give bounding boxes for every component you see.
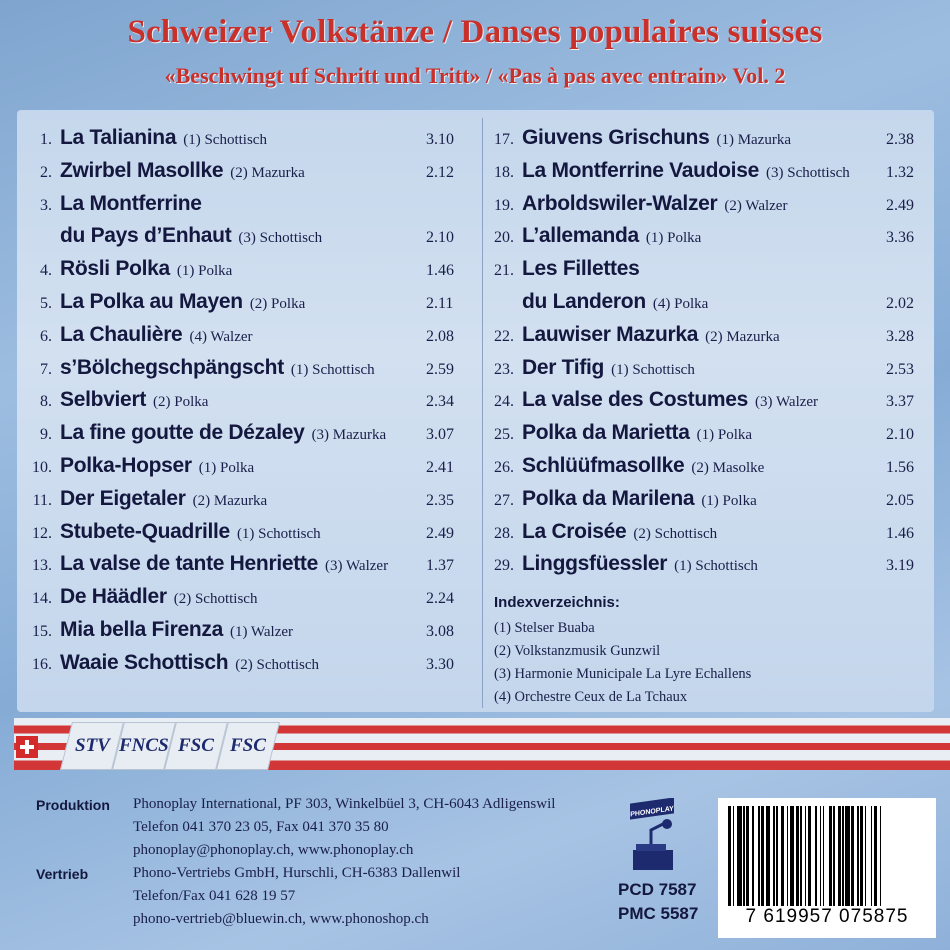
track-info: (2) Mazurka	[192, 492, 268, 509]
track-info: (1) Polka	[696, 427, 753, 444]
track-number: 5.	[40, 295, 52, 312]
track-number: 3.	[40, 196, 52, 214]
track-row	[22, 356, 375, 388]
track-number: 7.	[40, 360, 52, 378]
track-info: (3) Schottisch	[765, 164, 850, 181]
track-info: (1) Polka	[645, 230, 702, 247]
track-number: 12.	[32, 524, 52, 542]
track-info: (1) Schottisch	[290, 361, 375, 378]
track-info: (2) Polka	[249, 296, 306, 312]
track-info: (1) Schottisch	[236, 525, 321, 542]
track-info: (1) Mazurka	[716, 132, 792, 148]
track-row	[482, 487, 757, 519]
swiss-cross-icon	[16, 736, 38, 758]
produktion-line: phonoplay@phonoplay.ch, www.phonoplay.ch	[133, 842, 414, 858]
track-row	[482, 356, 695, 388]
track-info: (2) Masolke	[691, 460, 765, 476]
track-number: 22.	[494, 327, 514, 345]
track-duration: 2.12	[426, 163, 454, 181]
track-number: 1.	[40, 131, 52, 148]
vertrieb-line: Phono-Vertriebs GmbH, Hurschli, CH-6383 Dallenwil	[133, 865, 461, 881]
track-number: 27.	[494, 491, 514, 509]
track-number: 25.	[494, 426, 514, 444]
index-item: (1) Stelser Buaba	[494, 620, 595, 636]
track-info: (3) Mazurka	[311, 427, 387, 444]
catalog-pcd: PCD 7587	[618, 880, 697, 899]
catalog-pmc: PMC 5587	[618, 904, 699, 923]
track-row	[22, 290, 305, 322]
track-row	[22, 224, 322, 256]
track-info: (2) Mazurka	[705, 328, 780, 345]
track-info: (2) Schottisch	[235, 656, 320, 673]
track-duration: 3.28	[886, 327, 914, 345]
track-number: 16.	[32, 655, 52, 673]
track-title: La valse de tante Henriette	[60, 552, 318, 576]
phonoplay-logo-icon	[627, 798, 679, 878]
track-duration: 1.56	[886, 459, 914, 476]
track-info: (3) Schottisch	[238, 230, 323, 247]
track-title: Stubete-Quadrille	[60, 519, 230, 543]
track-number: 2.	[40, 163, 52, 181]
barcode-number: 7 619957 075875	[745, 906, 909, 927]
track-row	[482, 421, 752, 453]
index-item: (4) Orchestre Ceux de La Tchaux	[494, 689, 688, 705]
track-info: (2) Schottisch	[173, 591, 258, 608]
index-item: (3) Harmonie Municipale La Lyre Echallens	[494, 666, 752, 682]
track-title: La Polka au Mayen	[60, 290, 243, 313]
track-title: du Pays d’Enhaut	[60, 224, 232, 248]
track-title: Mia bella Firenza	[60, 618, 223, 641]
track-row	[482, 126, 791, 158]
track-duration: 3.19	[886, 557, 914, 575]
track-number: 23.	[494, 360, 514, 378]
track-info: (2) Mazurka	[230, 164, 305, 181]
track-title: du Landeron	[522, 290, 646, 313]
track-number: 11.	[32, 491, 52, 509]
track-row	[22, 585, 257, 617]
track-duration: 2.10	[886, 426, 914, 444]
track-row	[22, 651, 319, 683]
track-info: (1) Polka	[701, 492, 757, 509]
track-number: 15.	[32, 623, 52, 640]
title: Schweizer Volkstänze / Danses populaires suisses	[127, 14, 823, 50]
produktion-line: Phonoplay International, PF 303, Winkelbüel 3, CH-6043 Adligenswil	[133, 796, 556, 812]
track-info: (4) Walzer	[189, 328, 253, 345]
track-title: L’allemanda	[522, 224, 639, 248]
track-title: Schlüüfmasollke	[522, 454, 685, 477]
track-row	[482, 290, 708, 322]
track-row	[482, 224, 701, 256]
logo-fsc-2-text: FSC	[230, 735, 266, 756]
track-info: (2) Schottisch	[633, 525, 718, 542]
track-info: (1) Schottisch	[674, 558, 758, 575]
track-title: Polka-Hopser	[60, 454, 192, 477]
track-duration: 2.05	[886, 491, 914, 509]
track-row	[482, 192, 787, 224]
track-title: La valse des Costumes	[522, 388, 748, 412]
track-info: (1) Schottisch	[183, 132, 267, 148]
track-duration: 2.49	[886, 196, 914, 214]
track-row	[22, 126, 267, 158]
track-duration: 2.35	[426, 491, 454, 509]
track-title: Linggsfüessler	[522, 552, 668, 576]
vertrieb-label: Vertrieb	[36, 866, 89, 882]
track-title: Zwirbel Masollke	[60, 158, 224, 182]
track-number: 21.	[494, 262, 514, 280]
track-row	[482, 454, 764, 486]
track-number: 8.	[40, 393, 52, 411]
track-info: (2) Polka	[153, 394, 209, 411]
track-title: Der Eigetaler	[60, 486, 186, 510]
track-title: Les Fillettes	[522, 257, 640, 281]
track-number: 17.	[494, 131, 514, 148]
track-duration: 2.59	[426, 360, 454, 378]
track-info: (3) Walzer	[754, 394, 819, 411]
track-row	[22, 454, 254, 486]
logo-fncs-text: FNCS	[119, 735, 169, 756]
track-title: Polka da Marilena	[522, 486, 695, 510]
track-row	[22, 257, 232, 289]
svg-text:PHONOPLAY: PHONOPLAY	[630, 805, 674, 819]
track-title: s’Bölchegschpängscht	[60, 355, 284, 379]
track-title: Polka da Marietta	[522, 421, 690, 445]
track-number: 4.	[40, 262, 52, 280]
track-duration: 2.10	[426, 229, 454, 247]
barcode	[718, 798, 936, 938]
track-title: La Montferrine	[60, 191, 202, 215]
track-duration: 2.08	[426, 327, 454, 345]
track-title: La Montferrine Vaudoise	[522, 158, 759, 182]
track-title: Giuvens Grischuns	[522, 126, 710, 149]
track-title: Arboldswiler-Walzer	[522, 191, 718, 215]
track-number: 14.	[32, 590, 52, 608]
track-number: 20.	[494, 229, 514, 247]
track-row	[22, 388, 208, 420]
barcode-bars	[728, 806, 926, 906]
track-row	[22, 520, 321, 552]
track-info: (1) Polka	[198, 460, 255, 476]
track-number: 26.	[494, 459, 514, 476]
track-number: 19.	[494, 196, 514, 214]
track-duration: 2.02	[886, 295, 914, 312]
track-info: (1) Schottisch	[611, 361, 695, 378]
track-duration: 1.46	[886, 524, 914, 542]
track-info: (3) Walzer	[325, 558, 389, 575]
track-row	[22, 421, 386, 453]
logo-stv-text: STV	[74, 735, 110, 756]
vertrieb-line: phono-vertrieb@bluewin.ch, www.phonoshop.ch	[133, 911, 429, 927]
track-duration: 2.38	[886, 131, 914, 148]
track-duration: 3.08	[426, 623, 454, 640]
track-duration: 2.34	[426, 393, 454, 411]
track-info: (4) Polka	[652, 296, 709, 312]
track-duration: 3.36	[886, 229, 914, 247]
logo-fsc-text: FSC	[178, 735, 214, 756]
track-title: La Talianina	[60, 126, 177, 149]
subtitle: «Beschwingt uf Schritt und Tritt» / «Pas à pas avec entrain» Vol. 2	[164, 63, 786, 88]
track-row	[22, 159, 305, 191]
track-row	[482, 323, 780, 355]
track-title: Der Tifig	[522, 355, 605, 379]
track-row	[22, 192, 209, 224]
track-info: (2) Walzer	[724, 197, 788, 214]
track-number: 9.	[40, 426, 52, 444]
track-title: La Croisée	[522, 519, 627, 543]
track-duration: 2.11	[426, 295, 454, 312]
track-duration: 1.32	[886, 163, 914, 181]
track-title: Selbviert	[60, 388, 147, 412]
index-item: (2) Volkstanzmusik Gunzwil	[494, 643, 661, 659]
track-number: 13.	[32, 557, 52, 575]
track-row	[482, 388, 818, 420]
track-duration: 2.24	[426, 590, 454, 608]
track-duration: 2.41	[426, 459, 454, 476]
track-info: (1) Polka	[176, 263, 233, 280]
track-duration: 2.53	[886, 360, 914, 378]
track-duration: 1.37	[426, 557, 454, 575]
track-duration: 3.07	[426, 426, 454, 444]
track-duration: 3.10	[426, 131, 454, 148]
track-row	[482, 552, 758, 584]
track-row	[482, 159, 850, 191]
track-row	[482, 520, 717, 552]
track-duration: 3.37	[886, 393, 914, 411]
track-duration: 3.30	[426, 655, 454, 673]
track-row	[22, 487, 267, 519]
track-number: 10.	[32, 459, 52, 476]
vertrieb-line: Telefon/Fax 041 628 19 57	[133, 888, 296, 904]
track-title: La fine goutte de Dézaley	[60, 421, 305, 445]
track-number: 28.	[494, 524, 514, 542]
track-row	[22, 323, 253, 355]
track-info: (1) Walzer	[229, 624, 294, 640]
track-row	[482, 257, 646, 289]
track-title: Lauwiser Mazurka	[522, 322, 699, 346]
track-duration: 2.49	[426, 524, 454, 542]
track-title: La Chaulière	[60, 322, 183, 346]
produktion-label: Produktion	[36, 797, 110, 813]
track-row	[22, 618, 293, 650]
track-duration: 1.46	[426, 262, 454, 280]
track-number: 6.	[40, 327, 52, 345]
track-title: De Häädler	[60, 585, 167, 609]
track-title: Waaie Schottisch	[60, 650, 229, 674]
track-number: 29.	[494, 557, 514, 575]
track-number: 18.	[494, 163, 514, 181]
track-title: Rösli Polka	[60, 257, 170, 281]
track-row	[22, 552, 388, 584]
track-number: 24.	[494, 393, 514, 411]
index-title: Indexverzeichnis:	[494, 594, 620, 611]
produktion-line: Telefon 041 370 23 05, Fax 041 370 35 80	[133, 819, 389, 835]
